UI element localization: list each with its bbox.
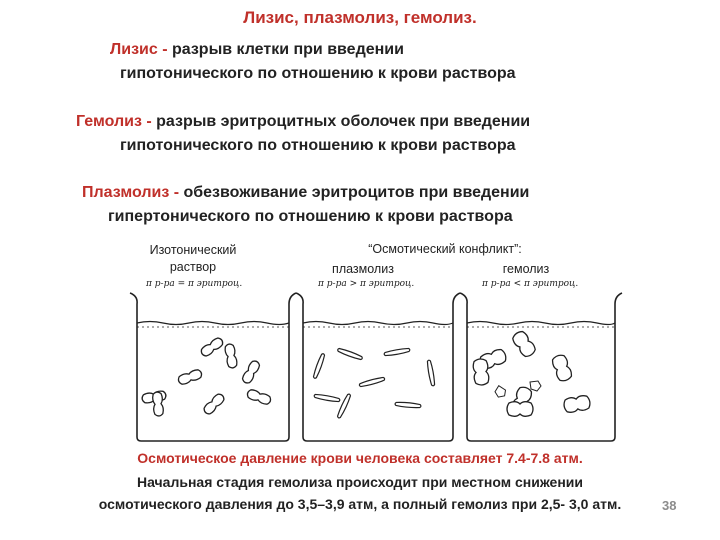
footer-line-2: Начальная стадия гемолиза происходит при местном снижении xyxy=(136,474,584,490)
cell xyxy=(473,358,490,385)
hemolysis-label: гемолиз xyxy=(502,262,550,276)
osmotic-conflict-label: “Осмотический конфликт”: xyxy=(368,242,522,256)
term-hemolysis: Гемолиз - xyxy=(76,113,152,130)
cell xyxy=(384,348,410,357)
cell xyxy=(199,336,224,358)
cell xyxy=(202,392,226,416)
definition-lysis-line2: гипотонического по отношению к крови раствора xyxy=(120,65,516,82)
definition-hemolysis-line1: разрыв эритроцитных оболочек при введении xyxy=(151,113,531,130)
footer-line-1: Осмотическое давление крови человека составляет 7.4-7.8 атм. xyxy=(137,450,583,466)
cell xyxy=(395,402,421,409)
cell xyxy=(563,395,591,414)
cell xyxy=(312,353,325,379)
isotonic-label: Изотонический раствор xyxy=(149,243,237,274)
cell xyxy=(427,360,436,386)
cell xyxy=(551,353,574,382)
cell xyxy=(337,347,363,360)
plasmolysis-cells xyxy=(312,347,435,418)
slide-title: Лизис, плазмолиз, гемолиз. xyxy=(243,8,477,27)
cell xyxy=(507,402,533,417)
cell xyxy=(241,359,261,385)
definition-hemolysis-line2: гипотонического по отношению к крови раствора xyxy=(120,137,516,154)
definition-lysis-line1: разрыв клетки при введении xyxy=(167,41,404,58)
cell-fragment xyxy=(530,381,541,391)
isotonic-cells xyxy=(141,336,272,416)
equation-isotonic: π р-ра = π эритроц. xyxy=(146,279,243,289)
definition-plasmolysis-line2: гипертонического по отношению к крови раствора xyxy=(108,208,513,225)
cell-fragment xyxy=(493,385,508,400)
beaker-isotonic xyxy=(130,293,296,441)
cell xyxy=(177,368,203,385)
cell xyxy=(359,376,385,387)
cell xyxy=(511,329,538,359)
hemolysis-cells xyxy=(473,329,591,416)
footer-line-3: осмотического давления до 3,5–3,9 атм, а полный гемолиз при 2,5- 3,0 атм. xyxy=(98,496,622,512)
plasmolysis-label: плазмолиз xyxy=(332,262,394,276)
cell xyxy=(224,343,238,368)
cell xyxy=(336,393,351,418)
cell xyxy=(246,388,272,405)
cell xyxy=(314,394,340,403)
equation-hemolysis: π р-ра < π эритроц. xyxy=(482,279,579,289)
term-plasmolysis: Плазмолиз - xyxy=(82,184,180,201)
cell xyxy=(152,392,164,417)
page-number: 38 xyxy=(662,498,677,513)
term-lysis: Лизис - xyxy=(110,41,168,58)
definition-plasmolysis-line1: обезвоживание эритроцитов при введении xyxy=(179,184,530,201)
equation-plasmolysis: π р-ра > π эритроц. xyxy=(318,279,415,289)
